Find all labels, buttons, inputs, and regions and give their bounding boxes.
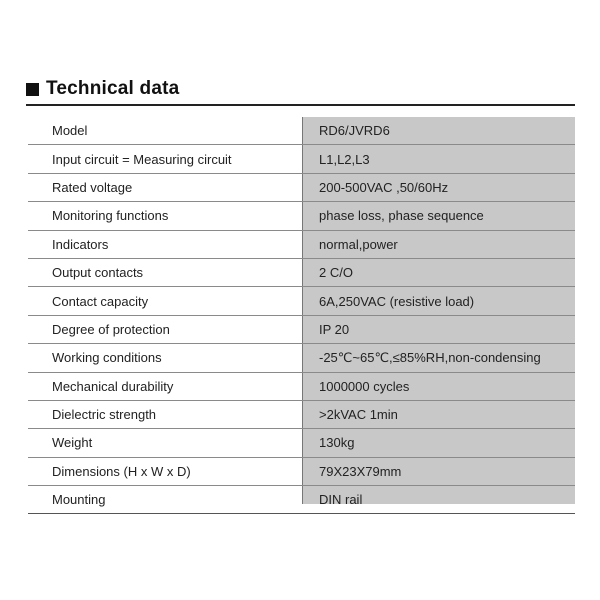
row-value: DIN rail [319,492,363,508]
table-row [28,231,575,259]
row-label: Indicators [52,236,109,252]
row-label: Weight [52,435,93,451]
section-title: Technical data [46,78,180,99]
table-row [28,486,575,514]
technical-data-table [28,117,575,514]
row-label: Rated voltage [52,179,133,195]
row-value: normal,power [319,236,398,252]
row-value: RD6/JVRD6 [319,123,390,139]
table-row [28,287,575,315]
row-value: 130kg [319,435,355,451]
square-bullet-icon [26,83,39,96]
table-row [28,117,575,145]
table-row [28,316,575,344]
row-label: Mechanical durability [52,378,174,394]
row-value: 2 C/O [319,265,353,281]
row-label: Monitoring functions [52,208,169,224]
section-heading [26,78,179,100]
table-row [28,344,575,372]
row-value: -25℃~65℃,≤85%RH,non-condensing [319,349,541,365]
table-row [28,373,575,401]
table-row [28,401,575,429]
row-value: 1000000 cycles [319,378,410,394]
row-label: Dimensions (H x W x D) [52,463,191,479]
row-value: 6A,250VAC (resistive load) [319,293,475,309]
table-row [28,259,575,287]
row-value: >2kVAC 1min [319,407,398,423]
row-label: Mounting [52,492,106,508]
row-label: Model [52,123,88,139]
row-value: L1,L2,L3 [319,151,370,167]
table-row [28,202,575,230]
row-label: Output contacts [52,265,144,281]
row-label: Input circuit = Measuring circuit [52,151,232,167]
table-row [28,458,575,486]
row-value: 200-500VAC ,50/60Hz [319,179,449,195]
row-label: Dielectric strength [52,407,157,423]
table-row [28,174,575,202]
row-label: Working conditions [52,350,162,366]
heading-rule [26,104,575,106]
table-row [28,429,575,457]
row-label: Contact capacity [52,293,149,309]
table-row [28,145,575,173]
row-value: 79X23X79mm [319,463,402,479]
row-value: IP 20 [319,321,350,337]
row-label: Degree of protection [52,321,170,337]
row-value: phase loss, phase sequence [319,208,484,224]
